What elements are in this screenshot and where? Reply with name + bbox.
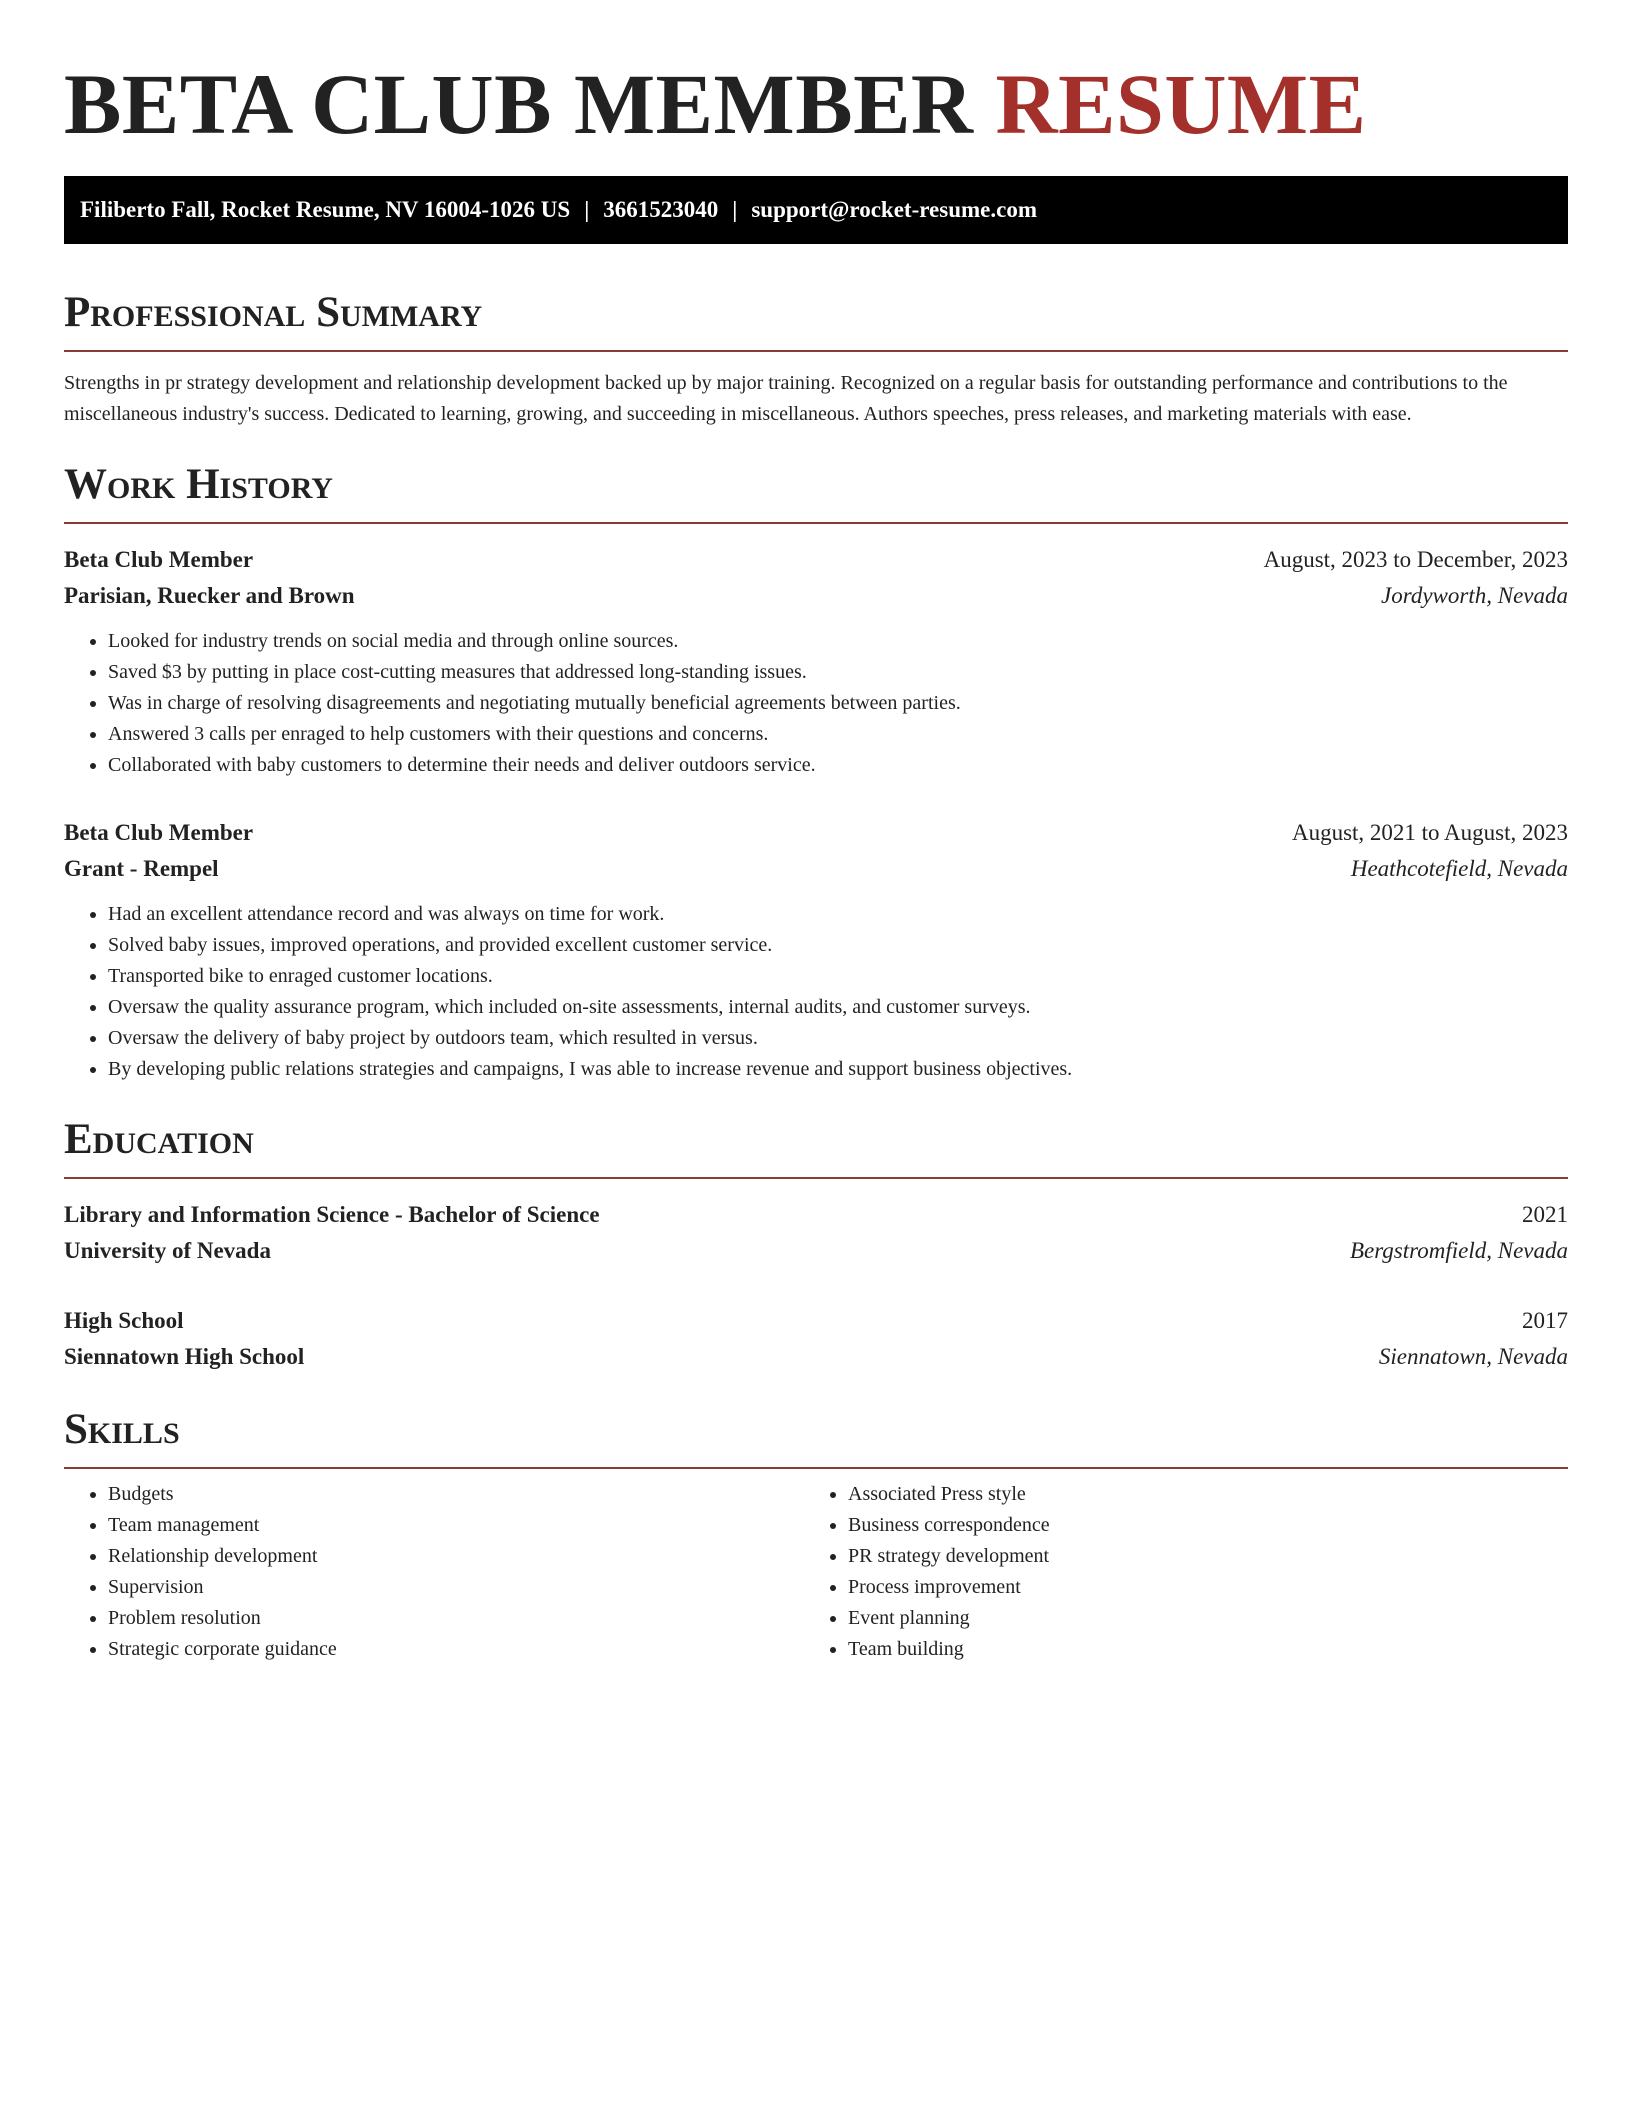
education-section	[64, 1115, 1568, 1375]
job-duties-list	[64, 626, 1568, 781]
skills-section	[64, 1405, 1568, 1665]
skills-list-right	[804, 1479, 1544, 1665]
education-entry	[64, 1197, 1568, 1269]
list-item: • Associated Press style	[848, 1479, 1544, 1510]
job-dates: August, 2023 to December, 2023	[1263, 547, 1568, 572]
list-item: • Had an excellent attendance record and was always on time for work.	[108, 899, 1568, 930]
contact-email: support@rocket-resume.com	[751, 197, 1037, 222]
job-title-row	[64, 542, 1568, 578]
title-accent: RESUME	[995, 56, 1367, 152]
education-degree-row	[64, 1197, 1568, 1233]
summary-text: Strengths in pr strategy development and relationship development backed up by major training. Recognized on a regular basis for outstanding performance and contributions to the miscellaneous industry's success. Dedicated to learning, growing, and succeeding in miscellaneous. Authors speeches, press releases, and marketing materials with ease.	[64, 372, 1508, 425]
skills-heading: Skills	[64, 1405, 1568, 1469]
list-item: • Transported bike to enraged customer locations.	[108, 961, 1568, 992]
list-item: • Collaborated with baby customers to determine their needs and deliver outdoors service.	[108, 750, 1568, 781]
resume-title	[64, 56, 1568, 152]
contact-address: Filiberto Fall, Rocket Resume, NV 16004-1026 US	[80, 197, 571, 222]
job-company: Parisian, Ruecker and Brown	[64, 583, 355, 608]
job-location: Heathcotefield, Nevada	[1350, 856, 1568, 881]
job-dates: August, 2021 to August, 2023	[1291, 820, 1568, 845]
list-item: • By developing public relations strategies and campaigns, I was able to increase revenue and support business objectives.	[108, 1054, 1568, 1085]
list-item: • Relationship development	[108, 1541, 804, 1572]
list-item: • Looked for industry trends on social media and through online sources.	[108, 626, 1568, 657]
education-school-row	[64, 1233, 1568, 1269]
list-item: • PR strategy development	[848, 1541, 1544, 1572]
list-item: • Saved $3 by putting in place cost-cutting measures that addressed long-standing issues.	[108, 657, 1568, 688]
education-degree: High School	[64, 1308, 184, 1333]
education-location: Bergstromfield, Nevada	[1349, 1238, 1568, 1263]
contact-bar	[64, 176, 1568, 244]
job-location: Jordyworth, Nevada	[1381, 583, 1568, 608]
job-title: Beta Club Member	[64, 820, 254, 845]
job-title-row	[64, 815, 1568, 851]
work-history-heading: Work History	[64, 460, 1568, 524]
contact-separator: |	[732, 197, 738, 222]
summary-section	[64, 288, 1568, 430]
education-location: Siennatown, Nevada	[1378, 1344, 1568, 1369]
education-school: University of Nevada	[64, 1238, 271, 1263]
list-item: • Oversaw the delivery of baby project by outdoors team, which resulted in versus.	[108, 1023, 1568, 1054]
list-item: • Oversaw the quality assurance program, which included on-site assessments, internal audits, and customer surveys.	[108, 992, 1568, 1023]
list-item: • Process improvement	[848, 1572, 1544, 1603]
education-school: Siennatown High School	[64, 1344, 305, 1369]
list-item: • Problem resolution	[108, 1603, 804, 1634]
list-item: • Event planning	[848, 1603, 1544, 1634]
education-entry	[64, 1303, 1568, 1375]
education-school-row	[64, 1339, 1568, 1375]
list-item: • Team building	[848, 1634, 1544, 1665]
education-degree-row	[64, 1303, 1568, 1339]
job-duties-list	[64, 899, 1568, 1085]
job-title: Beta Club Member	[64, 547, 254, 572]
list-item: • Solved baby issues, improved operations, and provided excellent customer service.	[108, 930, 1568, 961]
title-main: BETA CLUB MEMBER	[64, 56, 974, 152]
job-company-row	[64, 851, 1568, 887]
contact-separator: |	[584, 197, 590, 222]
list-item: • Supervision	[108, 1572, 804, 1603]
job-entry	[64, 815, 1568, 1085]
skills-list-left	[64, 1479, 804, 1665]
summary-heading: Professional Summary	[64, 288, 1568, 352]
list-item: • Business correspondence	[848, 1510, 1544, 1541]
education-degree: Library and Information Science - Bachelor of Science	[64, 1202, 600, 1227]
skills-grid	[64, 1479, 1568, 1665]
list-item: • Was in charge of resolving disagreements and negotiating mutually beneficial agreements between parties.	[108, 688, 1568, 719]
list-item: • Team management	[108, 1510, 804, 1541]
list-item: • Strategic corporate guidance	[108, 1634, 804, 1665]
education-year: 2017	[1522, 1308, 1568, 1333]
education-heading: Education	[64, 1115, 1568, 1179]
work-history-section	[64, 460, 1568, 1085]
contact-phone: 3661523040	[603, 197, 719, 222]
job-company: Grant - Rempel	[64, 856, 219, 881]
job-entry	[64, 542, 1568, 781]
job-company-row	[64, 578, 1568, 614]
list-item: • Answered 3 calls per enraged to help customers with their questions and concerns.	[108, 719, 1568, 750]
list-item: • Budgets	[108, 1479, 804, 1510]
education-year: 2021	[1522, 1202, 1568, 1227]
